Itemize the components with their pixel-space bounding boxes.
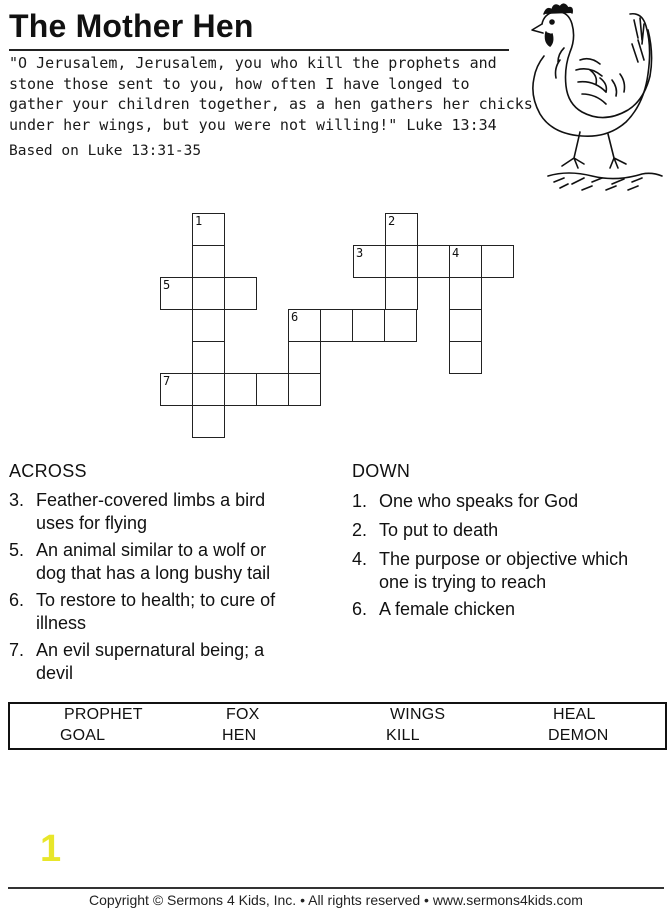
clue-line: uses for flying — [36, 512, 148, 533]
clue-number: 3. — [9, 490, 25, 510]
crossword-cell[interactable] — [449, 277, 482, 310]
crossword-cell[interactable] — [192, 373, 225, 406]
footer-divider — [8, 887, 664, 889]
crossword-cell[interactable] — [288, 373, 321, 406]
clue-number: 5. — [9, 540, 25, 560]
clue-number: 2 — [388, 214, 396, 228]
clue-number: 5 — [163, 278, 171, 292]
crossword-cell[interactable] — [192, 277, 225, 310]
crossword-cell[interactable] — [160, 277, 193, 310]
word-bank-item: DEMON — [548, 727, 609, 744]
clue-line: One who speaks for God — [379, 491, 579, 511]
down-heading: DOWN — [352, 461, 411, 481]
crossword-cell[interactable] — [224, 373, 257, 406]
clue-line: dog that has a long bushy tail — [36, 562, 271, 583]
crossword-cell[interactable] — [192, 405, 225, 438]
clue-number: 3 — [356, 246, 364, 260]
crossword-cell[interactable] — [192, 245, 225, 278]
clue-line: An evil supernatural being; a — [36, 640, 265, 660]
down-clue — [352, 548, 667, 594]
verse-line: gather your children together, as a hen gathers her chicks — [9, 95, 533, 113]
scripture-reference: Based on Luke 13:31-35 — [9, 143, 202, 159]
crossword-cell[interactable] — [481, 245, 514, 278]
crossword-cell[interactable] — [449, 341, 482, 374]
verse-line: under her wings, but you were not willing!" Luke 13:34 — [9, 115, 497, 134]
down-clue — [352, 598, 667, 622]
across-heading: ACROSS — [9, 461, 87, 481]
crossword-cell[interactable] — [353, 245, 386, 278]
across-clue — [9, 589, 319, 635]
across-clue — [9, 639, 319, 685]
crossword-cell[interactable] — [192, 341, 225, 374]
across-clue — [9, 539, 319, 585]
page-title: The Mother Hen — [9, 8, 254, 44]
verse-line: "O Jerusalem, Jerusalem, you who kill the prophets and — [9, 54, 497, 72]
page-number: 1 — [40, 828, 62, 870]
crossword-cell[interactable] — [160, 373, 193, 406]
clue-number: 6. — [9, 590, 25, 610]
crossword-cell[interactable] — [385, 213, 418, 246]
bible-verse — [9, 53, 533, 135]
clue-line: illness — [36, 612, 87, 633]
crossword-cell[interactable] — [288, 309, 321, 342]
crossword-cell[interactable] — [449, 245, 482, 278]
crossword-cell[interactable] — [449, 309, 482, 342]
word-bank-item: WINGS — [390, 706, 446, 723]
clue-number: 6 — [291, 310, 299, 324]
word-bank-item: KILL — [386, 727, 420, 744]
word-bank-item: HEN — [222, 727, 257, 744]
verse-line: stone those sent to you, how often I have longed to — [9, 74, 470, 93]
clue-number: 6. — [352, 599, 368, 619]
crossword-cell[interactable] — [288, 341, 321, 374]
clue-number: 7 — [163, 374, 171, 388]
clue-number: 7. — [9, 640, 25, 660]
clue-line: To put to death — [379, 520, 499, 540]
word-bank-item: GOAL — [60, 727, 106, 744]
crossword-cell[interactable] — [192, 213, 225, 246]
clue-number: 2. — [352, 520, 368, 540]
crossword-cell[interactable] — [192, 309, 225, 342]
crossword-cell[interactable] — [385, 245, 418, 278]
down-clue — [352, 519, 667, 543]
hen-illustration — [520, 0, 670, 200]
clue-number: 1 — [195, 214, 203, 228]
crossword-cell[interactable] — [385, 277, 418, 310]
copyright-footer: Copyright © Sermons 4 Kids, Inc. • All rights reserved • www.sermons4kids.com — [89, 892, 583, 908]
across-clue — [9, 489, 319, 535]
crossword-cell[interactable] — [384, 309, 417, 342]
clue-line: The purpose or objective which — [379, 549, 629, 569]
clue-line: An animal similar to a wolf or — [36, 540, 267, 560]
word-bank-item: FOX — [226, 706, 260, 723]
crossword-cell[interactable] — [224, 277, 257, 310]
clue-number: 4 — [452, 246, 460, 260]
word-bank — [8, 702, 667, 750]
crossword-cell[interactable] — [417, 245, 450, 278]
clue-line: Feather-covered limbs a bird — [36, 490, 266, 510]
crossword-cell[interactable] — [352, 309, 385, 342]
clue-line: To restore to health; to cure of — [36, 590, 276, 610]
crossword-cell[interactable] — [256, 373, 289, 406]
clue-number: 4. — [352, 549, 368, 569]
clue-line: one is trying to reach — [379, 571, 547, 592]
clue-number: 1. — [352, 491, 368, 511]
crossword-cell[interactable] — [320, 309, 353, 342]
down-clue — [352, 490, 667, 514]
clue-line: A female chicken — [379, 599, 516, 619]
word-bank-item: PROPHET — [64, 706, 143, 723]
clue-line: devil — [36, 662, 74, 683]
word-bank-item: HEAL — [553, 706, 596, 723]
title-divider — [9, 49, 509, 51]
